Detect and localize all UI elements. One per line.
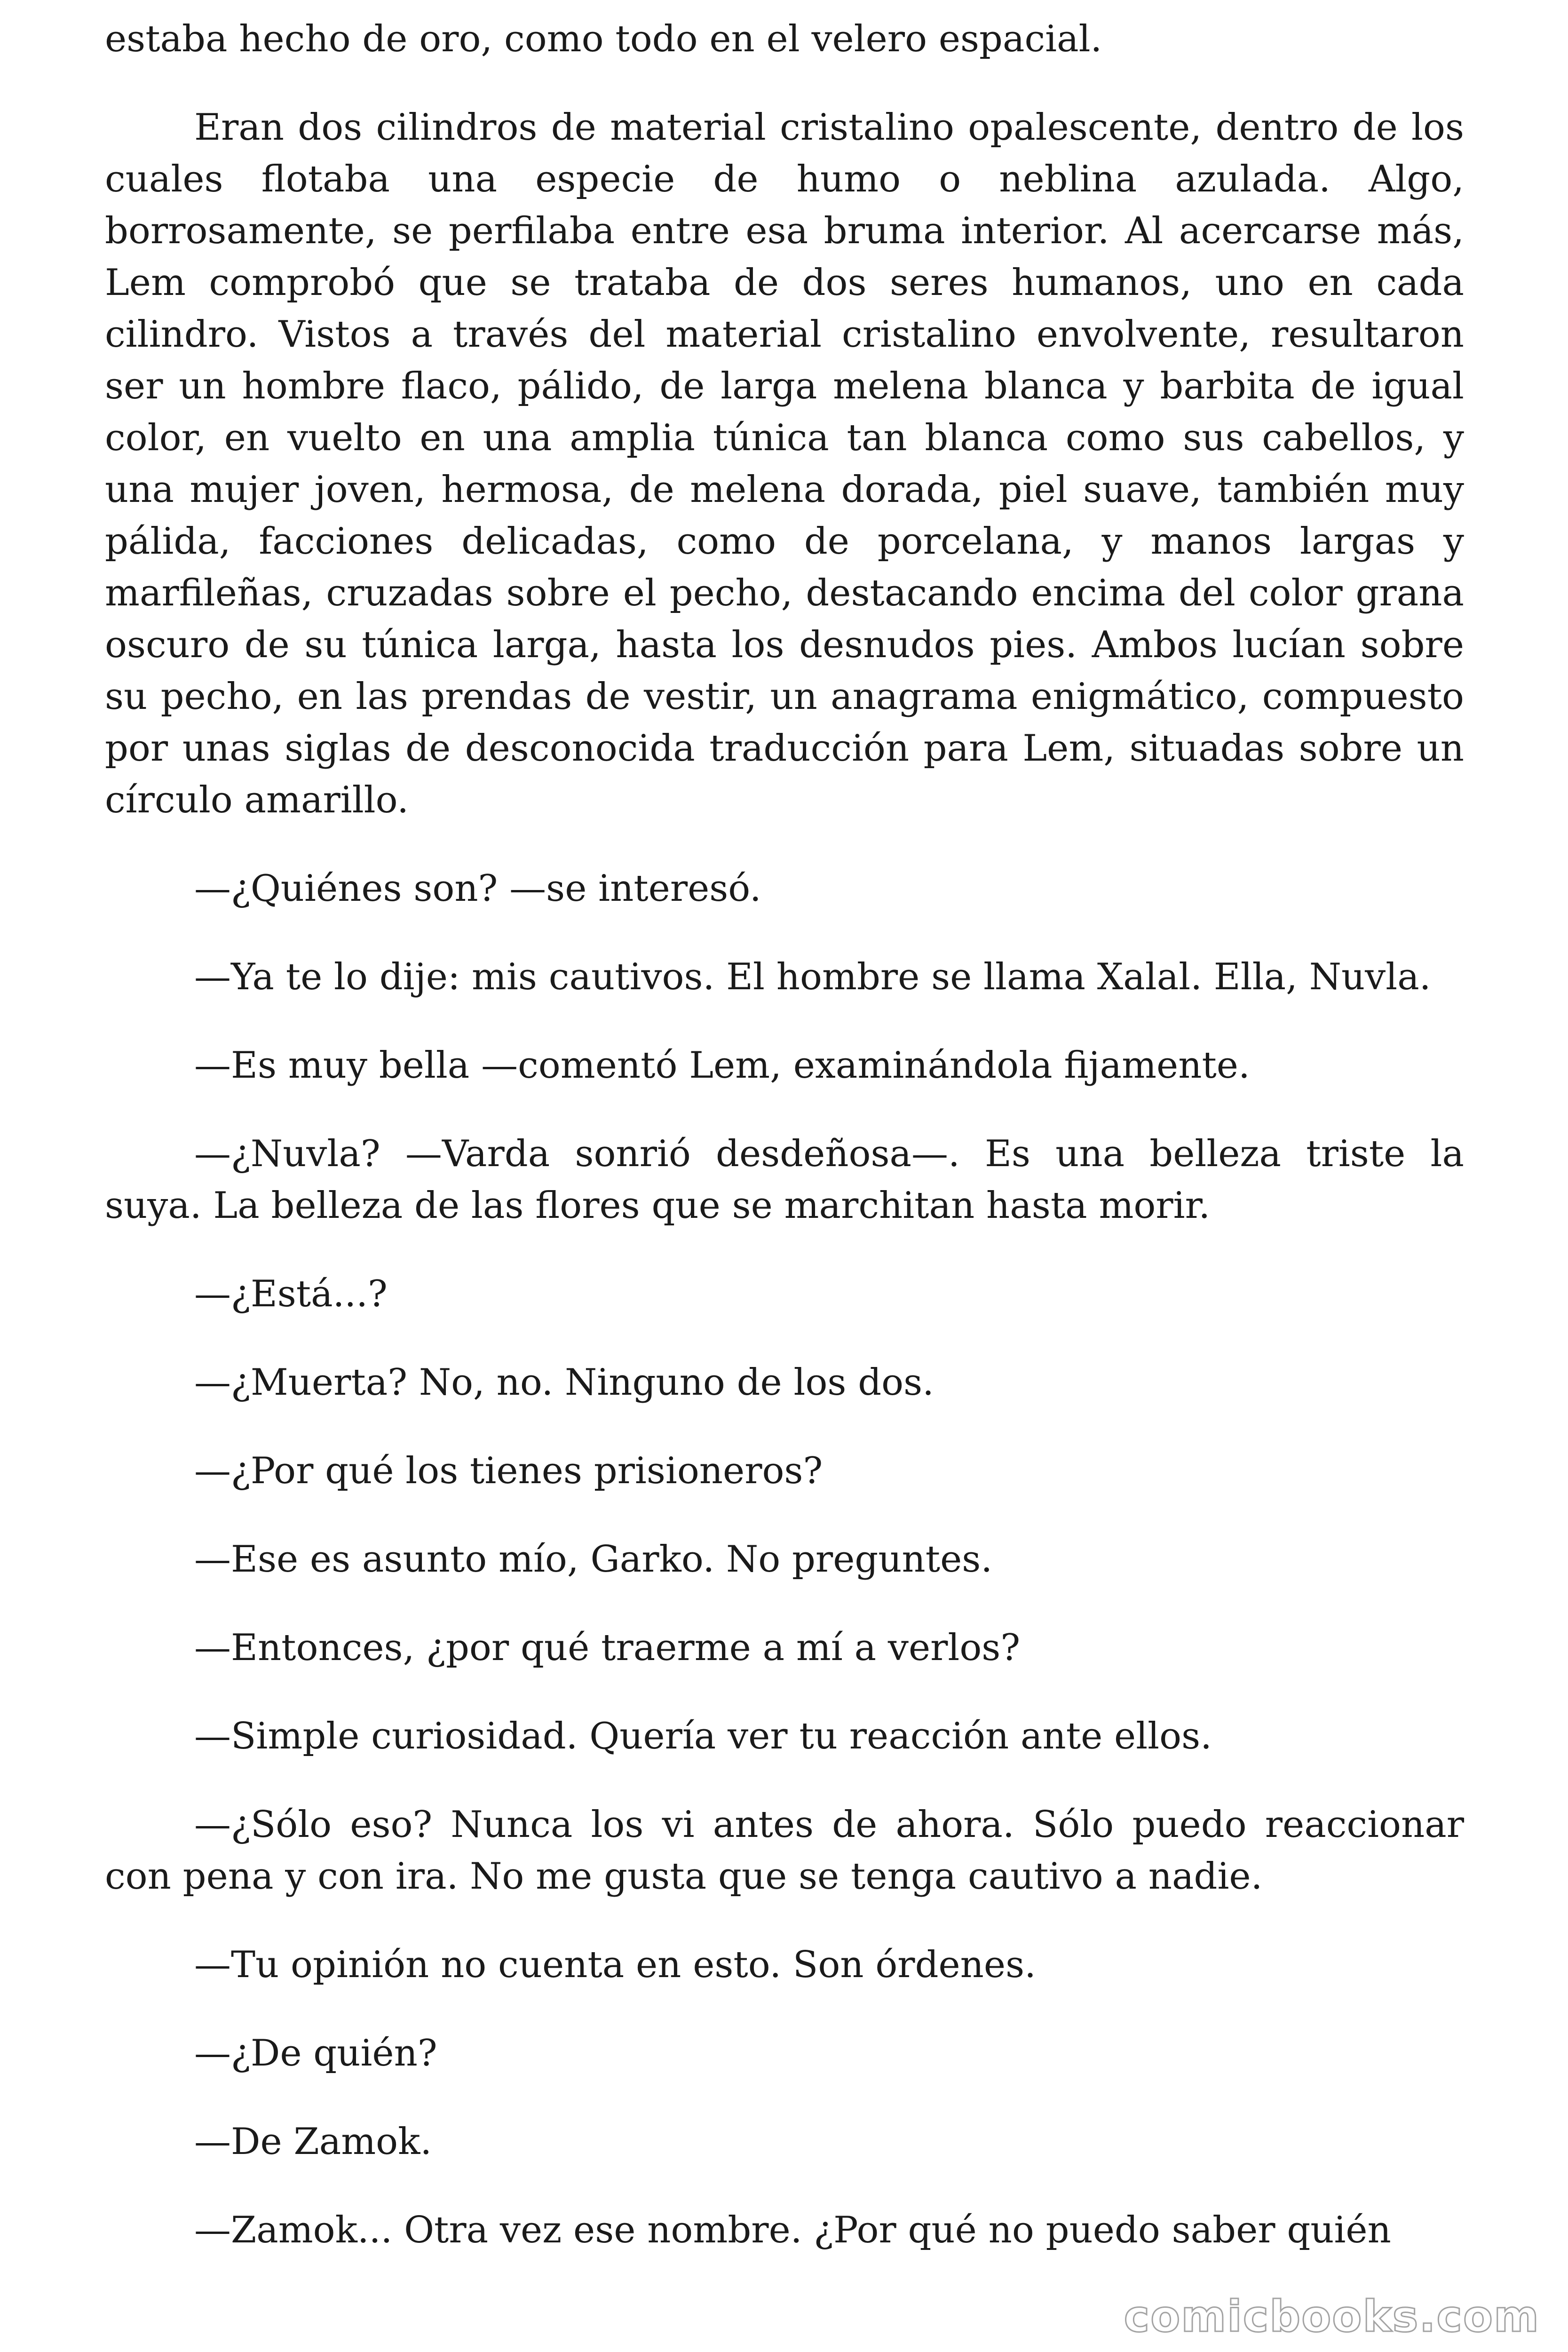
paragraph-continuation: estaba hecho de oro, como todo en el velero espacial.: [105, 18, 1102, 60]
dialogue-line: —¿De quién?: [194, 2032, 437, 2074]
dialogue-line: —Tu opinión no cuenta en esto. Son órdenes.: [194, 1944, 1036, 1986]
dialogue-line: —De Zamok.: [194, 2121, 432, 2163]
book-page-text: [105, 13, 1464, 2256]
dialogue-line: —Simple curiosidad. Quería ver tu reacción ante ellos.: [194, 1715, 1212, 1757]
dialogue-line: —¿Muerta? No, no. Ninguno de los dos.: [194, 1361, 934, 1404]
dialogue-line: —¿Sólo eso? Nunca los vi antes de ahora. Sólo puedo reaccionar con pena y con ira. No me gusta que se tenga cautivo a nadie.: [105, 1804, 1464, 1898]
dialogue-line: —Ese es asunto mío, Garko. No preguntes.: [194, 1538, 993, 1581]
dialogue-line-truncated: —Zamok... Otra vez ese nombre. ¿Por qué no puedo saber quién: [194, 2209, 1391, 2251]
dialogue-line: —¿Está...?: [194, 1273, 388, 1315]
dialogue-line: —¿Por qué los tienes prisioneros?: [194, 1450, 823, 1492]
paragraph-narration: Eran dos cilindros de material cristalino opalescente, dentro de los cuales flotaba una especie de humo o neblina azulada. Algo, borrosamente, se perfilaba entre esa bruma interior. Al acercarse más, Lem comprobó que se trataba de dos seres humanos, uno en cada cilindro. Vistos a través del material cristalino envolvente, resultaron ser un hombre flaco, pálido, de larga melena blanca y barbita de igual color, en vuelto en una amplia túnica tan blanca como sus cabellos, y una mujer joven, hermosa, de melena dorada, piel suave, también muy pálida, facciones delicadas, como de porcelana, y manos largas y marfileñas, cruzadas sobre el pecho, destacando encima del color grana oscuro de su túnica larga, hasta los desnudos pies. Ambos lucían sobre su pecho, en las prendas de vestir, un anagrama enigmático, compuesto por unas siglas de desconocida traducción para Lem, situadas sobre un círculo amarillo.: [105, 106, 1464, 821]
dialogue-line: —Ya te lo dije: mis cautivos. El hombre se llama Xalal. Ella, Nuvla.: [194, 956, 1431, 998]
dialogue-line: —Es muy bella —comentó Lem, examinándola fijamente.: [194, 1044, 1250, 1087]
dialogue-line: —¿Nuvla? —Varda sonrió desdeñosa—. Es una belleza triste la suya. La belleza de las flores que se marchitan hasta morir.: [105, 1133, 1464, 1227]
watermark-logo: comicbooks.com: [1124, 2291, 1540, 2342]
dialogue-line: —Entonces, ¿por qué traerme a mí a verlos?: [194, 1627, 1021, 1669]
dialogue-line: —¿Quiénes son? —se interesó.: [194, 867, 761, 910]
